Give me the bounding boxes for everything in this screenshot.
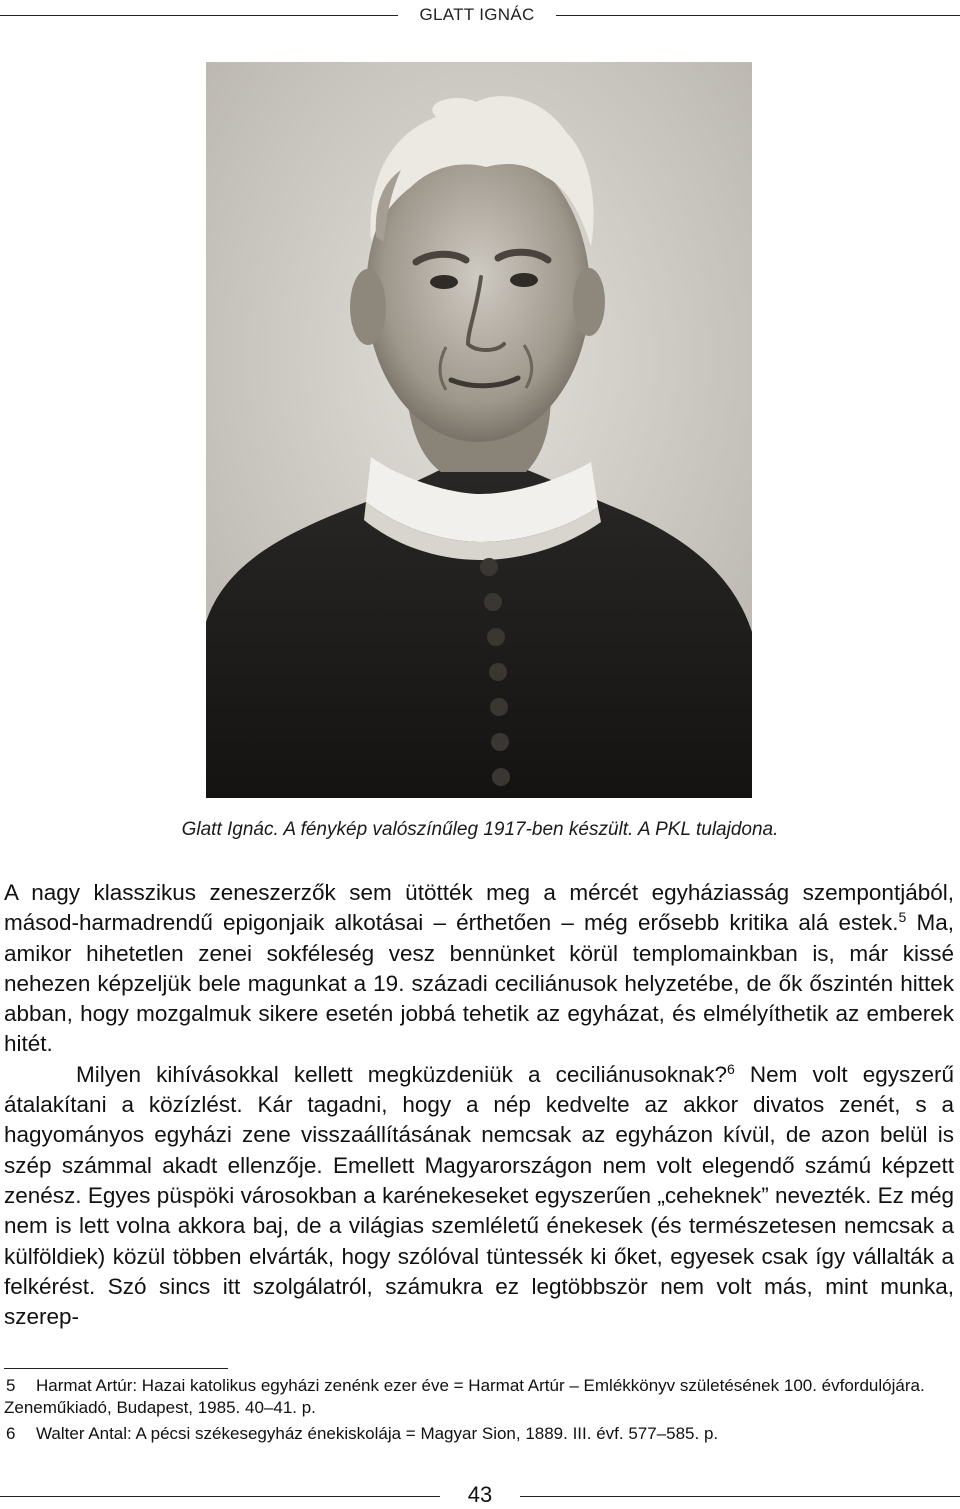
paragraph-1-text-b: Ma, amikor hihetetlen zenei sokféleség vesz bennünket körül templomainkban is, már kissé nehezen képzeljük bele magunkat a 19. századi ceciliánusok helyzetébe, de ők őszintén hittek abban, hogy mozgalmuk sikere esetén jobbá tehetik az egyházat, és elmélyíthetik az emberek hitét. bbox=[4, 910, 954, 1057]
footnote-5 bbox=[4, 1375, 956, 1419]
footnotes bbox=[4, 1375, 956, 1449]
running-header-title: GLATT IGNÁC bbox=[419, 5, 535, 24]
paragraph-1-text-a: A nagy klasszikus zeneszerzők sem ütötték meg a mércét egyháziasság szempontjából, másod-harmadrendű epigonjaik alkotásai – érthetően – még erősebb kritika alá estek. bbox=[4, 880, 954, 936]
footnote-number: 6 bbox=[6, 1424, 16, 1443]
header-rule-right bbox=[556, 15, 960, 16]
footer-rule-right bbox=[520, 1496, 960, 1497]
footnote-text: Walter Antal: A pécsi székesegyház énekiskolája = Magyar Sion, 1889. III. évf. 577–585. p. bbox=[36, 1424, 719, 1443]
footnote-6 bbox=[4, 1423, 956, 1445]
page-footer bbox=[0, 1480, 960, 1509]
figure-caption: Glatt Ignác. A fénykép valószínűleg 1917-ben készült. A PKL tulajdona. bbox=[181, 819, 779, 840]
footnote-text: Harmat Artúr: Hazai katolikus egyházi zenénk ezer éve = Harmat Artúr – Emlékkönyv születésének 100. évfordulójára. Zeneműkiadó, Budapest, 1985. 40–41. p. bbox=[4, 1376, 925, 1417]
paragraph-2-text-a: Milyen kihívásokkal kellett megküzdeniük a ceciliánusoknak? bbox=[76, 1061, 727, 1087]
footnote-number: 5 bbox=[6, 1376, 16, 1395]
paragraph-1 bbox=[4, 878, 954, 1060]
footnote-ref-5[interactable]: 5 bbox=[898, 909, 907, 926]
portrait-photo bbox=[206, 62, 752, 798]
body-text bbox=[4, 878, 954, 1332]
footer-rule-left bbox=[0, 1496, 440, 1497]
header-rule-left bbox=[0, 15, 398, 16]
paragraph-2-text-b: Nem volt egyszerű átalakítani a közízlést. Kár tagadni, hogy a nép kedvelte az akkor divatos zenét, s a hagyományos egyházi zene visszaállításának nemcsak az egyházon kívül, de azon belül is szép számmal akadt ellenzője. Emellett Magyarországon nem volt elegendő számú képzett zenész. Egyes püspöki városokban a karénekeseket egyszerűen „ceheknek” nevezték. Ez még nem is lett volna akkora baj, de a világias szemléletű énekesek (és természetesen nemcsak a külföldiek) közül többen elvárták, hogy szólóval tüntessék ki őket, egyesek csak így vállalták a felkérést. Szó sincs itt szolgálatról, számukra ez legtöbbször nem volt más, mint munka, szerep- bbox=[4, 1061, 954, 1330]
running-header bbox=[0, 0, 960, 30]
portrait-illustration bbox=[206, 62, 752, 798]
paragraph-2 bbox=[4, 1060, 954, 1333]
footnote-ref-6[interactable]: 6 bbox=[726, 1060, 735, 1077]
footnote-separator bbox=[4, 1368, 228, 1369]
page-number: 43 bbox=[467, 1482, 493, 1507]
